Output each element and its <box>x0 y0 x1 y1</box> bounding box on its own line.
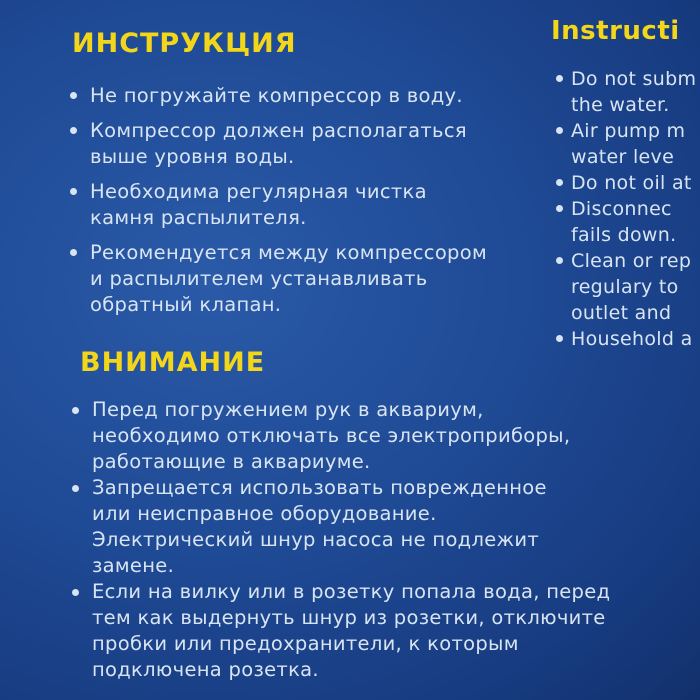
item-text-line: Household a <box>571 328 693 350</box>
list-item <box>72 475 610 579</box>
item-text-line: и распылителем устанавливать <box>90 267 428 290</box>
item-text-line: тем как выдернуть шнур из розетки, отключите <box>92 606 606 629</box>
item-text-line: необходимо отключать все электроприборы, <box>92 424 571 447</box>
list-item <box>556 196 696 248</box>
bullet-icon <box>556 205 563 212</box>
item-text-line: the water. <box>571 94 670 116</box>
bullet-icon <box>70 127 77 134</box>
item-text-line: Не погружайте компрессор в воду. <box>90 84 463 107</box>
list-item <box>70 240 487 318</box>
item-text-line: или неисправное оборудование. <box>92 502 437 525</box>
bullet-icon <box>556 179 563 186</box>
item-text-line: Do not oil at <box>571 172 692 194</box>
list-item <box>70 179 487 231</box>
ru-warning-title: ВНИМАНИЕ <box>80 347 266 378</box>
item-text-line: обратный клапан. <box>90 293 282 316</box>
list-item <box>556 66 696 118</box>
bullet-icon <box>556 75 563 82</box>
item-text-line: работающие в аквариуме. <box>92 450 371 473</box>
item-text-line: Clean or rep <box>571 250 692 272</box>
item-text-line: regulary to <box>571 276 679 298</box>
list-item <box>556 118 696 170</box>
item-text-line: water leve <box>571 146 675 168</box>
bullet-icon <box>70 249 77 256</box>
item-text-line: замене. <box>92 554 175 577</box>
list-item <box>556 248 696 326</box>
item-text-line: Если на вилку или в розетку попала вода, перед <box>92 580 611 603</box>
list-item <box>70 118 487 170</box>
item-text-line: Disconnec <box>571 198 672 220</box>
list-item <box>556 326 696 352</box>
item-text-line: подключена розетка. <box>92 658 319 681</box>
item-text-line: Air pump m <box>571 120 686 142</box>
bullet-icon <box>72 407 79 414</box>
en-instructions-list <box>556 66 696 352</box>
bullet-icon <box>72 589 79 596</box>
item-text-line: fails down. <box>571 224 677 246</box>
item-text-line: пробки или предохранители, к которым <box>92 632 519 655</box>
item-text-line: Перед погружением рук в аквариум, <box>92 398 484 421</box>
item-text-line: Запрещается использовать поврежденное <box>92 476 547 499</box>
list-item <box>70 83 487 109</box>
bullet-icon <box>70 92 77 99</box>
item-text-line: камня распылителя. <box>90 206 307 229</box>
ru-instructions-title: ИНСТРУКЦИЯ <box>72 28 297 59</box>
item-text-line: Do not subm <box>571 68 697 90</box>
bullet-icon <box>556 257 563 264</box>
ru-instructions-list <box>70 83 487 327</box>
ru-warning-list <box>72 397 610 683</box>
item-text-line: outlet and <box>571 302 672 324</box>
bullet-icon <box>556 127 563 134</box>
en-instructions-title: Instructi <box>551 16 680 46</box>
list-item <box>556 170 696 196</box>
item-text-line: Компрессор должен располагаться <box>90 119 467 142</box>
list-item <box>72 579 610 683</box>
item-text-line: выше уровня воды. <box>90 145 295 168</box>
item-text-line: Рекомендуется между компрессором <box>90 241 487 264</box>
list-item <box>72 397 610 475</box>
item-text-line: Электрический шнур насоса не подлежит <box>92 528 540 551</box>
bullet-icon <box>72 485 79 492</box>
item-text-line: Необходима регулярная чистка <box>90 180 427 203</box>
bullet-icon <box>70 188 77 195</box>
bullet-icon <box>556 335 563 342</box>
